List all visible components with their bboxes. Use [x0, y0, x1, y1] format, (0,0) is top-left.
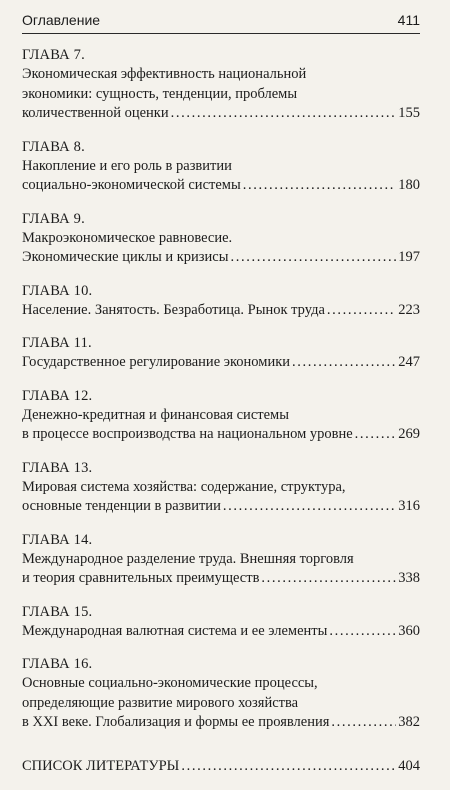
- chapter-page-number: 247: [398, 354, 420, 370]
- chapter-title-last-line: [22, 497, 420, 517]
- chapter-title-text: Международная валютная система и ее элементы: [22, 622, 328, 639]
- chapter-title-text: в процессе воспроизводства на национальном уровне: [22, 426, 353, 442]
- toc-entry[interactable]: [22, 603, 420, 642]
- leader-dots: [331, 713, 396, 733]
- chapter-page-number: 382: [398, 714, 420, 730]
- toc-entry[interactable]: [22, 387, 420, 445]
- toc-entry[interactable]: [22, 282, 420, 321]
- toc-entry[interactable]: [22, 655, 420, 733]
- chapter-title-last-line: [22, 569, 420, 589]
- leader-dots: [329, 622, 396, 642]
- toc-entry-line: [22, 757, 420, 777]
- chapter-heading: ГЛАВА 8.: [22, 138, 85, 155]
- chapter-title-text: Государственное регулирование экономики: [22, 354, 291, 370]
- chapter-title-last-line: [22, 248, 420, 268]
- leader-dots: [292, 353, 396, 373]
- toc-entry[interactable]: [22, 531, 420, 589]
- page-header: [22, 12, 420, 34]
- chapter-title-text: социально-экономической системы: [22, 177, 241, 193]
- chapter-title-text: Население. Занятость. Безработица. Рынок труда: [22, 301, 325, 318]
- chapter-title-last-line: [22, 176, 420, 196]
- toc-entry[interactable]: [22, 46, 420, 124]
- chapter-title-text: Экономические циклы и кризисы: [22, 249, 229, 265]
- chapter-heading: ГЛАВА 7.: [22, 47, 85, 63]
- header-page-number: 411: [397, 12, 420, 28]
- chapter-title-line: Мировая система хозяйства: содержание, структура,: [22, 478, 346, 495]
- leader-dots: [230, 248, 396, 268]
- leader-dots: [171, 104, 397, 124]
- chapter-title-text: количественной оценки: [22, 105, 169, 121]
- leader-dots: [181, 757, 396, 777]
- chapter-title-line: экономики: сущность, тенденции, проблемы: [22, 85, 298, 102]
- chapter-title-text: основные тенденции в развитии: [22, 498, 221, 514]
- chapter-title-last-line: [22, 425, 420, 445]
- chapter-title-last-line: [22, 713, 420, 733]
- chapter-heading: ГЛАВА 12.: [22, 387, 93, 404]
- chapter-heading: ГЛАВА 14.: [22, 531, 93, 548]
- toc-entry[interactable]: [22, 138, 420, 196]
- leader-dots: [223, 497, 396, 517]
- toc-entry[interactable]: [22, 210, 420, 268]
- chapter-heading: ГЛАВА 16.: [22, 656, 93, 672]
- chapter-title-last-line: [22, 301, 420, 321]
- chapter-title-line: Основные социально-экономические процессы,: [22, 675, 318, 691]
- bibliography-title: СПИСОК ЛИТЕРАТУРЫ: [22, 757, 180, 774]
- header-title: Оглавление: [22, 12, 101, 28]
- chapter-page-number: 360: [398, 622, 420, 639]
- chapter-title-line: Экономическая эффективность национальной: [22, 66, 307, 82]
- toc-entry[interactable]: [22, 334, 420, 373]
- chapter-page-number: 223: [398, 301, 420, 318]
- chapter-heading: ГЛАВА 15.: [22, 603, 93, 620]
- chapter-title-line: Международное разделение труда. Внешняя торговля: [22, 550, 354, 567]
- leader-dots: [355, 425, 397, 445]
- bibliography-page: 404: [398, 757, 420, 774]
- toc-entry[interactable]: [22, 459, 420, 517]
- chapter-title-last-line: [22, 622, 420, 642]
- chapter-heading: ГЛАВА 11.: [22, 335, 92, 351]
- chapter-page-number: 269: [398, 426, 420, 442]
- chapter-title-text: в XXI веке. Глобализация и формы ее проявления: [22, 714, 330, 730]
- chapter-title-last-line: [22, 104, 420, 124]
- chapter-page-number: 316: [398, 498, 420, 514]
- chapter-title-text: и теория сравнительных преимуществ: [22, 570, 260, 586]
- chapter-title-line: Накопление и его роль в развитии: [22, 157, 232, 174]
- leader-dots: [261, 569, 396, 589]
- chapter-heading: ГЛАВА 10.: [22, 282, 93, 299]
- chapter-page-number: 155: [398, 105, 420, 121]
- chapter-page-number: 338: [398, 570, 420, 586]
- chapter-heading: ГЛАВА 13.: [22, 459, 93, 476]
- chapter-title-line: Денежно-кредитная и финансовая системы: [22, 406, 289, 423]
- chapter-title-line: определяющие развитие мирового хозяйства: [22, 694, 299, 711]
- chapter-title-last-line: [22, 353, 420, 373]
- toc-entry-bibliography[interactable]: [22, 757, 420, 777]
- chapter-title-line: Макроэкономическое равновесие.: [22, 229, 233, 246]
- table-of-contents: [22, 46, 420, 790]
- leader-dots: [243, 176, 397, 196]
- chapter-page-number: 180: [398, 177, 420, 193]
- chapter-heading: ГЛАВА 9.: [22, 210, 85, 227]
- leader-dots: [327, 301, 396, 321]
- chapter-page-number: 197: [398, 249, 420, 265]
